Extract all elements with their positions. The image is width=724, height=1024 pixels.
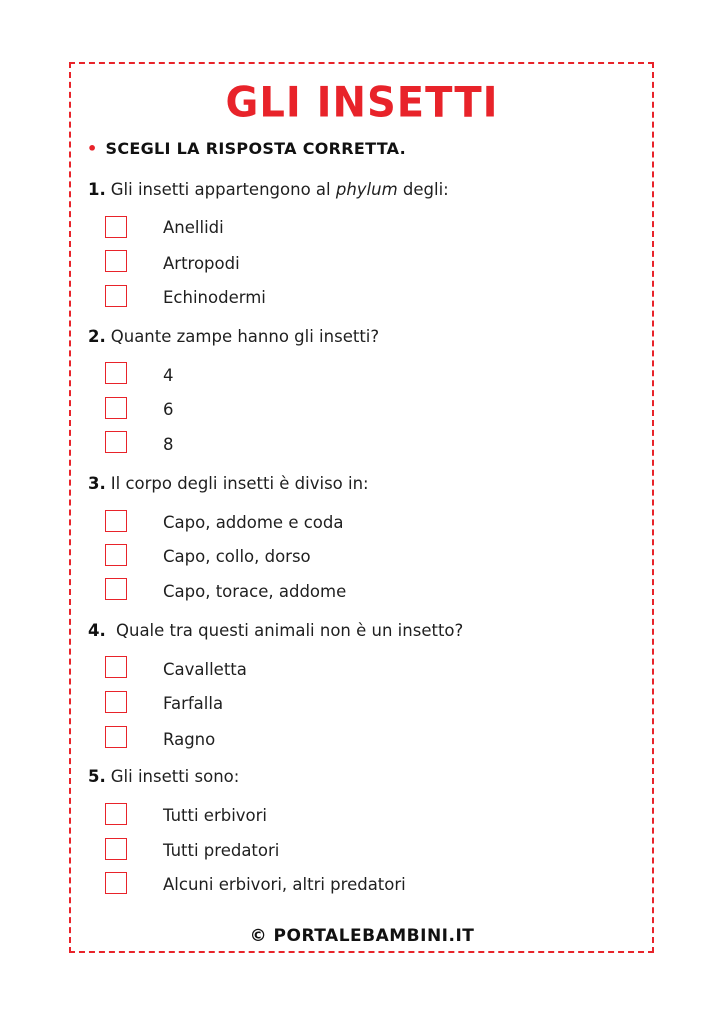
answer-label: Artropodi: [163, 254, 240, 273]
answer-checkbox[interactable]: [105, 362, 127, 384]
question-number: 5.: [88, 767, 106, 786]
answer-checkbox[interactable]: [105, 872, 127, 894]
question-text: Quante zampe hanno gli insetti?: [110, 327, 380, 346]
answer-label: Capo, torace, addome: [163, 582, 347, 601]
question-text: Il corpo degli insetti è diviso in:: [110, 474, 369, 493]
question-3: [88, 474, 369, 493]
question-text: Gli insetti sono:: [110, 767, 240, 786]
question-number: 2.: [88, 327, 106, 346]
answer-label: 6: [163, 400, 174, 419]
question-4: [88, 621, 463, 640]
instruction-text: SCEGLI LA RISPOSTA CORRETTA.: [105, 139, 407, 158]
question-number: 1.: [88, 180, 106, 199]
answer-checkbox[interactable]: [105, 656, 127, 678]
answer-label: Anellidi: [163, 218, 224, 237]
question-2: [88, 327, 379, 346]
question-text: degli:: [397, 180, 449, 199]
answer-checkbox[interactable]: [105, 838, 127, 860]
answer-checkbox[interactable]: [105, 691, 127, 713]
page-title: GLI INSETTI: [225, 78, 499, 128]
answer-checkbox[interactable]: [105, 578, 127, 600]
answer-checkbox[interactable]: [105, 803, 127, 825]
instruction: [87, 139, 406, 158]
answer-label: Alcuni erbivori, altri predatori: [163, 875, 406, 894]
question-1: [88, 180, 449, 199]
answer-checkbox[interactable]: [105, 285, 127, 307]
answer-checkbox[interactable]: [105, 250, 127, 272]
answer-checkbox[interactable]: [105, 726, 127, 748]
answer-label: Tutti predatori: [163, 841, 280, 860]
question-number: 4.: [88, 621, 106, 640]
answer-checkbox[interactable]: [105, 544, 127, 566]
answer-label: 4: [163, 366, 174, 385]
answer-checkbox[interactable]: [105, 510, 127, 532]
answer-label: 8: [163, 435, 174, 454]
question-5: [88, 767, 239, 786]
answer-checkbox[interactable]: [105, 431, 127, 453]
answer-label: Farfalla: [163, 694, 224, 713]
answer-label: Echinodermi: [163, 288, 266, 307]
answer-label: Capo, addome e coda: [163, 513, 344, 532]
footer-copyright: © PORTALEBAMBINI.IT: [249, 926, 475, 946]
answer-checkbox[interactable]: [105, 216, 127, 238]
bullet-icon: •: [87, 139, 98, 158]
answer-label: Cavalletta: [163, 660, 247, 679]
question-text-italic: phylum: [335, 180, 398, 199]
question-text: Quale tra questi animali non è un insetto?: [110, 621, 464, 640]
question-text: Gli insetti appartengono al: [110, 180, 336, 199]
answer-label: Tutti erbivori: [163, 806, 268, 825]
answer-checkbox[interactable]: [105, 397, 127, 419]
answer-label: Capo, collo, dorso: [163, 547, 311, 566]
answer-label: Ragno: [163, 730, 216, 749]
question-number: 3.: [88, 474, 106, 493]
